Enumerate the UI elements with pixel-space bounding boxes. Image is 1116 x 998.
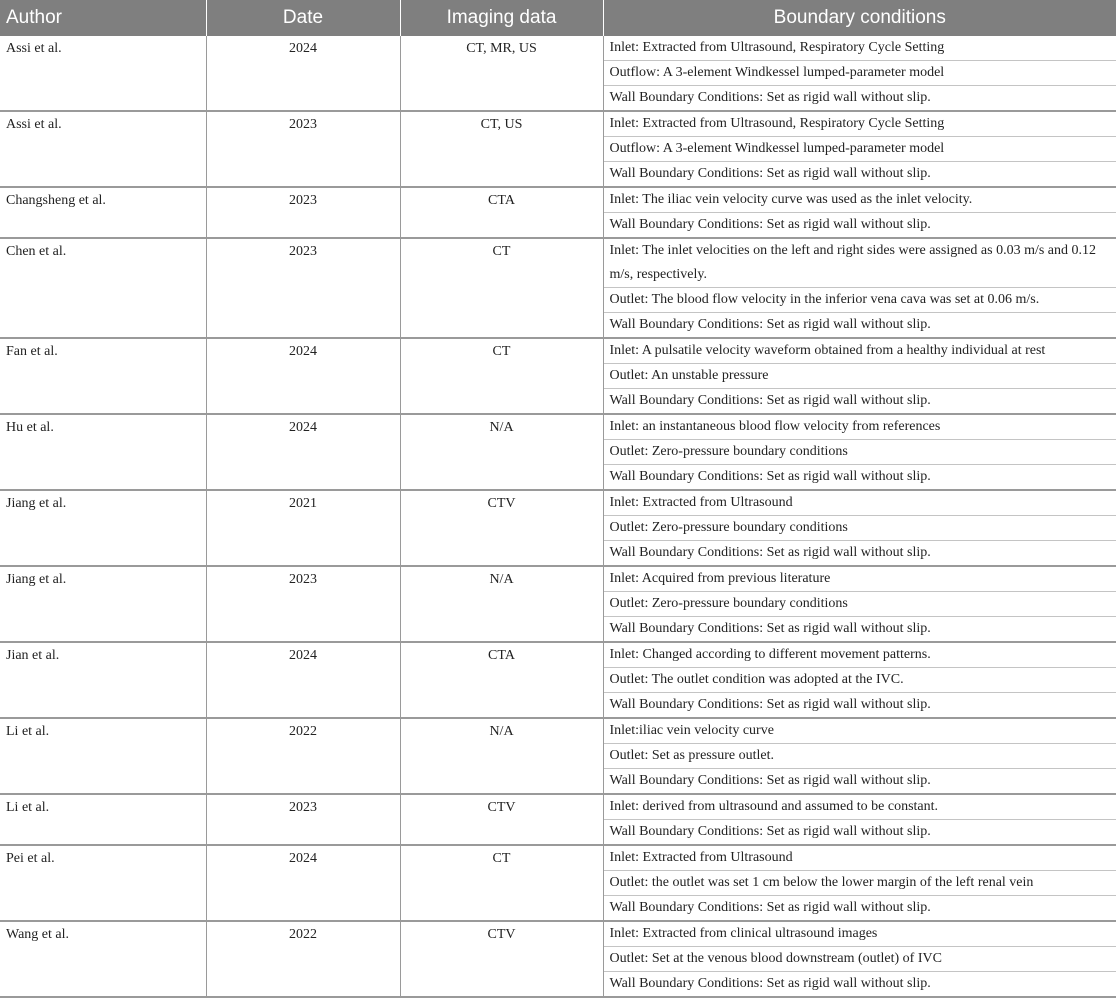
boundary-conditions-cell (603, 187, 1116, 238)
boundary-conditions-cell (603, 111, 1116, 187)
author-text: Fan et al. (6, 344, 58, 359)
boundary-condition-line: Outflow: A 3-element Windkessel lumped-parameter model (604, 137, 1116, 162)
author-cell (0, 845, 206, 921)
boundary-condition-line: Inlet: an instantaneous blood flow velocity from references (604, 415, 1116, 440)
author-cell (0, 794, 206, 845)
boundary-condition-line: Inlet: Changed according to different movement patterns. (604, 643, 1116, 668)
date-cell (206, 718, 400, 794)
date-cell (206, 566, 400, 642)
boundary-conditions-cell (603, 238, 1116, 338)
boundary-condition-line: Inlet: A pulsatile velocity waveform obtained from a healthy individual at rest (604, 339, 1116, 364)
date-cell (206, 490, 400, 566)
boundary-condition-line: Outlet: the outlet was set 1 cm below the lower margin of the left renal vein (604, 871, 1116, 896)
author-cell (0, 642, 206, 718)
date-cell (206, 238, 400, 338)
boundary-condition-line: Outlet: Zero-pressure boundary conditions (604, 592, 1116, 617)
imaging-data-cell (400, 111, 603, 187)
author-text: Jiang et al. (6, 496, 67, 511)
author-text: Chen et al. (6, 244, 67, 259)
header-imaging-data: Imaging data (400, 0, 603, 36)
imaging-data-cell (400, 845, 603, 921)
table-row (0, 718, 1116, 794)
boundary-condition-line: Inlet: Extracted from Ultrasound (604, 491, 1116, 516)
author-cell (0, 414, 206, 490)
boundary-conditions-cell (603, 338, 1116, 414)
author-text: Li et al. (6, 724, 50, 739)
table-row (0, 36, 1116, 111)
author-cell (0, 111, 206, 187)
boundary-condition-line: Wall Boundary Conditions: Set as rigid wall without slip. (609, 773, 931, 788)
author-cell (0, 338, 206, 414)
imaging-data-text: CTV (487, 800, 516, 815)
boundary-conditions-cell (603, 794, 1116, 845)
boundary-condition-line: Wall Boundary Conditions: Set as rigid wall without slip. (609, 317, 931, 332)
date-text: 2024 (289, 648, 317, 663)
date-cell (206, 921, 400, 997)
boundary-condition-line: Outlet: Set as pressure outlet. (604, 744, 1116, 769)
author-cell (0, 187, 206, 238)
boundary-condition-line: Outlet: The outlet condition was adopted at the IVC. (604, 668, 1116, 693)
boundary-condition-line: Outflow: A 3-element Windkessel lumped-parameter model (604, 61, 1116, 86)
table-row (0, 187, 1116, 238)
boundary-condition-line: Inlet: Extracted from Ultrasound (604, 846, 1116, 871)
author-text: Pei et al. (6, 851, 55, 866)
date-text: 2024 (289, 851, 317, 866)
imaging-data-text: N/A (489, 420, 514, 435)
imaging-data-cell (400, 414, 603, 490)
date-cell (206, 845, 400, 921)
date-text: 2024 (289, 41, 317, 56)
boundary-condition-line: Outlet: Zero-pressure boundary conditions (604, 440, 1116, 465)
author-text: Changsheng et al. (6, 193, 106, 208)
date-text: 2023 (289, 244, 317, 259)
date-text: 2023 (289, 193, 317, 208)
imaging-data-cell (400, 490, 603, 566)
boundary-condition-line: Wall Boundary Conditions: Set as rigid wall without slip. (609, 217, 931, 232)
imaging-data-cell (400, 794, 603, 845)
boundary-conditions-cell (603, 642, 1116, 718)
author-cell (0, 36, 206, 111)
date-cell (206, 794, 400, 845)
boundary-condition-line: Outlet: Zero-pressure boundary conditions (604, 516, 1116, 541)
imaging-data-text: CT (492, 344, 511, 359)
boundary-condition-line: Wall Boundary Conditions: Set as rigid wall without slip. (609, 621, 931, 636)
boundary-condition-line: Wall Boundary Conditions: Set as rigid wall without slip. (609, 90, 931, 105)
boundary-condition-line: Wall Boundary Conditions: Set as rigid wall without slip. (609, 393, 931, 408)
imaging-data-text: CTA (488, 193, 515, 208)
header-author: Author (0, 0, 206, 36)
table-row (0, 338, 1116, 414)
date-text: 2021 (289, 496, 317, 511)
imaging-data-cell (400, 566, 603, 642)
boundary-condition-line: Inlet: Extracted from clinical ultrasound images (604, 922, 1116, 947)
author-text: Wang et al. (6, 927, 70, 942)
imaging-data-text: N/A (489, 724, 514, 739)
boundary-condition-line: Wall Boundary Conditions: Set as rigid wall without slip. (609, 545, 931, 560)
imaging-data-cell (400, 338, 603, 414)
imaging-data-cell (400, 921, 603, 997)
author-text: Jiang et al. (6, 572, 67, 587)
author-cell (0, 566, 206, 642)
table-row (0, 921, 1116, 997)
boundary-condition-line: Inlet: derived from ultrasound and assumed to be constant. (604, 795, 1116, 820)
table-row (0, 642, 1116, 718)
boundary-condition-line: Inlet: The inlet velocities on the left and right sides were assigned as 0.03 m/s and 0.12 m/s, respectively. (604, 239, 1116, 288)
date-cell (206, 187, 400, 238)
author-text: Jian et al. (6, 648, 60, 663)
table-row (0, 238, 1116, 338)
boundary-conditions-cell (603, 36, 1116, 111)
table-header (0, 0, 1116, 36)
table-body (0, 36, 1116, 997)
boundary-conditions-cell (603, 566, 1116, 642)
imaging-data-text: CT, MR, US (466, 41, 537, 56)
date-text: 2023 (289, 800, 317, 815)
author-cell (0, 921, 206, 997)
boundary-condition-line: Wall Boundary Conditions: Set as rigid wall without slip. (609, 697, 931, 712)
date-text: 2022 (289, 927, 317, 942)
header-row (0, 0, 1116, 36)
imaging-data-text: CT, US (480, 117, 523, 132)
imaging-data-cell (400, 36, 603, 111)
date-cell (206, 36, 400, 111)
author-cell (0, 238, 206, 338)
boundary-conditions-cell (603, 921, 1116, 997)
boundary-condition-line: Inlet: The iliac vein velocity curve was used as the inlet velocity. (604, 188, 1116, 213)
author-text: Assi et al. (6, 41, 62, 56)
boundary-condition-line: Outlet: The blood flow velocity in the inferior vena cava was set at 0.06 m/s. (604, 288, 1116, 313)
imaging-data-text: CTA (488, 648, 515, 663)
author-cell (0, 718, 206, 794)
table-row (0, 414, 1116, 490)
date-text: 2023 (289, 572, 317, 587)
imaging-data-text: CT (492, 851, 511, 866)
boundary-conditions-cell (603, 845, 1116, 921)
imaging-data-text: CT (492, 244, 511, 259)
author-cell (0, 490, 206, 566)
header-boundary-conditions: Boundary conditions (603, 0, 1116, 36)
imaging-data-cell (400, 187, 603, 238)
imaging-data-cell (400, 238, 603, 338)
boundary-conditions-cell (603, 490, 1116, 566)
imaging-data-text: N/A (489, 572, 514, 587)
date-cell (206, 111, 400, 187)
boundary-condition-line: Inlet: Acquired from previous literature (604, 567, 1116, 592)
table-row (0, 490, 1116, 566)
table-row (0, 794, 1116, 845)
imaging-data-cell (400, 718, 603, 794)
imaging-data-cell (400, 642, 603, 718)
table-row (0, 566, 1116, 642)
boundary-condition-line: Wall Boundary Conditions: Set as rigid wall without slip. (609, 900, 931, 915)
date-text: 2024 (289, 344, 317, 359)
boundary-condition-line: Inlet: Extracted from Ultrasound, Respiratory Cycle Setting (604, 36, 1116, 61)
date-text: 2024 (289, 420, 317, 435)
date-text: 2022 (289, 724, 317, 739)
boundary-conditions-cell (603, 718, 1116, 794)
date-cell (206, 414, 400, 490)
boundary-condition-line: Outlet: Set at the venous blood downstream (outlet) of IVC (604, 947, 1116, 972)
author-text: Assi et al. (6, 117, 62, 132)
boundary-condition-line: Wall Boundary Conditions: Set as rigid wall without slip. (609, 824, 931, 839)
table-row (0, 111, 1116, 187)
author-text: Li et al. (6, 800, 50, 815)
header-date: Date (206, 0, 400, 36)
table-row (0, 845, 1116, 921)
imaging-data-text: CTV (487, 927, 516, 942)
boundary-condition-line: Wall Boundary Conditions: Set as rigid wall without slip. (609, 166, 931, 181)
boundary-condition-line: Outlet: An unstable pressure (604, 364, 1116, 389)
boundary-condition-line: Inlet: Extracted from Ultrasound, Respiratory Cycle Setting (604, 112, 1116, 137)
boundary-condition-line: Inlet:iliac vein velocity curve (604, 719, 1116, 744)
author-text: Hu et al. (6, 420, 54, 435)
boundary-condition-line: Wall Boundary Conditions: Set as rigid wall without slip. (609, 976, 931, 991)
imaging-data-text: CTV (487, 496, 516, 511)
date-cell (206, 642, 400, 718)
date-text: 2023 (289, 117, 317, 132)
boundary-condition-line: Wall Boundary Conditions: Set as rigid wall without slip. (609, 469, 931, 484)
date-cell (206, 338, 400, 414)
boundary-conditions-cell (603, 414, 1116, 490)
